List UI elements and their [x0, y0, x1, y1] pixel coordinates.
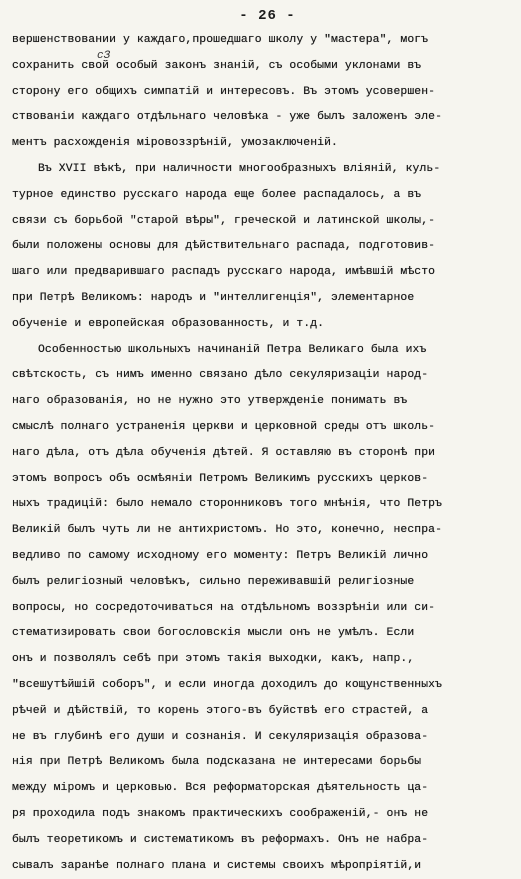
- paragraph-2: [12, 157, 513, 338]
- text-line: наго образованія, но не нужно это утвержденіе понимать въ: [12, 389, 513, 415]
- text-line: "всешутѣйшій соборъ", и если иногда доходилъ до кощунственныхъ: [12, 673, 513, 699]
- text-line: между міромъ и церковью. Вся реформаторская дѣятельность ца-: [12, 776, 513, 802]
- text-line: не въ глубинѣ его души и сознанія. И секуляризація образова-: [12, 725, 513, 751]
- text-line: Особенностью школьныхъ начинаній Петра Великаго была ихъ: [12, 338, 513, 364]
- text-line: сывалъ заранѣе полнаго плана и системы своихъ мѣропріятій,и: [12, 854, 513, 879]
- text-line: при Петрѣ Великомъ: народъ и "интеллигенція", элементарное: [12, 286, 513, 312]
- text-line: рѣчей и дѣйствій, то корень этого-въ буйствѣ его страстей, а: [12, 699, 513, 725]
- text-line: турное единство русскаго народа еще более распадалось, а въ: [12, 183, 513, 209]
- paragraph-1: [12, 28, 513, 157]
- text-line: былъ теоретикомъ и систематикомъ въ реформахъ. Онъ не набра-: [12, 828, 513, 854]
- text-line: Великій былъ чуть ли не антихристомъ. Но это, конечно, неспра-: [12, 518, 513, 544]
- text-line: шаго или предварившаго распадъ русскаго народа, имѣвшій мѣсто: [12, 260, 513, 286]
- page-number: - 26 -: [22, 8, 513, 24]
- handwritten-edit-mark: сЗ: [97, 50, 110, 62]
- text-line: ведливо по самому исходному его моменту: Петръ Великій лично: [12, 544, 513, 570]
- text-line: стематизировать свои богословскія мысли онъ не умѣлъ. Если: [12, 621, 513, 647]
- text-line: ствованіи каждаго отдѣльнаго человѣка - уже былъ заложенъ эле-: [12, 105, 513, 131]
- text-line: свѣтскость, съ нимъ именно связано дѣло секуляризаціи народ-: [12, 363, 513, 389]
- text-line: сторону его общихъ симпатій и интересовъ. Въ этомъ усовершен-: [12, 80, 513, 106]
- text-line: наго дѣла, отъ дѣла обученія дѣтей. Я оставляю въ сторонѣ при: [12, 441, 513, 467]
- text-line: обученіе и европейская образованность, и т.д.: [12, 312, 513, 338]
- body-text: [12, 28, 513, 879]
- text-line: этомъ вопросъ объ осмѣяніи Петромъ Великимъ русскихъ церков-: [12, 467, 513, 493]
- text-line: былъ религіозный человѣкъ, сильно переживавшій религіозные: [12, 570, 513, 596]
- text-line: нія при Петрѣ Великомъ была подсказана не интересами борьбы: [12, 750, 513, 776]
- text-line: Въ XVII вѣкѣ, при наличности многообразныхъ вліяній, куль-: [12, 157, 513, 183]
- text-line: были положены основы для дѣйствительнаго распада, подготовив-: [12, 234, 513, 260]
- text-line: ментъ расхожденія міровоззрѣній, умозаключеній.: [12, 131, 513, 157]
- text-line: вопросы, но сосредоточиваться на отдѣльномъ воззрѣніи или си-: [12, 596, 513, 622]
- text-line: вершенствовании у каждаго,прошедшаго школу у "мастера", могъ: [12, 28, 513, 54]
- text-line: ныхъ традицій: было немало сторонниковъ того мнѣнія, что Петръ: [12, 492, 513, 518]
- text-line: онъ и позволялъ себѣ при этомъ такія выходки, какъ, напр.,: [12, 647, 513, 673]
- text-line: ря проходила подъ знакомъ практическихъ соображеній,- онъ не: [12, 802, 513, 828]
- text-line: связи съ борьбой "старой вѣры", греческой и латинской школы,-: [12, 209, 513, 235]
- text-line: сохранить свой особый законъ знаній, съ особыми уклонами въ: [12, 54, 513, 80]
- text-line: смыслѣ полнаго устраненія церкви и церковной среды отъ школь-: [12, 415, 513, 441]
- paragraph-3: [12, 338, 513, 879]
